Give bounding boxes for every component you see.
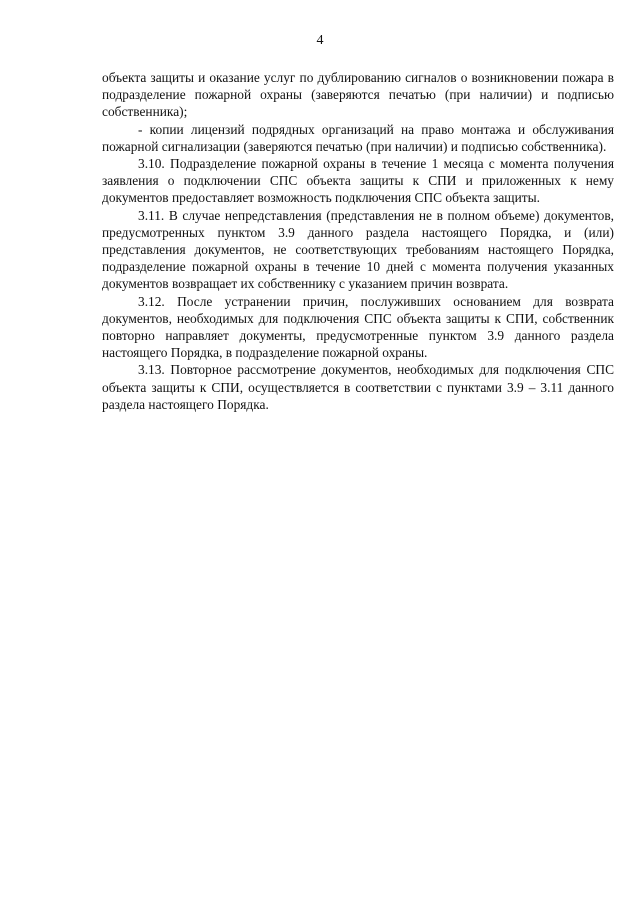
- paragraph-3-13: 3.13. Повторное рассмотрение документов, необходимых для подключения СПС объекта защиты к СПИ, осуществляется в соответствии с пунктами 3.9 – 3.11 данного раздела настоящего Порядка.: [102, 362, 614, 412]
- paragraph-continuation: объекта защиты и оказание услуг по дублированию сигналов о возникновении пожара в подразделение пожарной охраны (заверяются печатью (при наличии) и подписью собственника);: [102, 70, 614, 120]
- paragraph-3-12: 3.12. После устранении причин, послуживших основанием для возврата документов, необходимых для подключения СПС объекта защиты к СПИ, собственник повторно направляет документы, предусмотренные пунктом 3.9 данного раздела настоящего Порядка, в подразделение пожарной охраны.: [102, 293, 614, 361]
- paragraph-3-10: 3.10. Подразделение пожарной охраны в течение 1 месяца с момента получения заявления о подключении СПС объекта защиты к СПИ и приложенных к нему документов предоставляет возможность подключения СПС объекта защиты.: [102, 156, 614, 206]
- document-body: [102, 69, 614, 413]
- paragraph-license-copies: - копии лицензий подрядных организаций на право монтажа и обслуживания пожарной сигнализации (заверяются печатью (при наличии) и подписью собственника).: [102, 121, 614, 154]
- paragraph-3-11: 3.11. В случае непредставления (представления не в полном объеме) документов, предусмотренных пунктом 3.9 данного раздела настоящего Порядка, и (или) представления документов, не соответствующих требованиям настоящего Порядка, подразделение пожарной охраны в течение 10 дней с момента получения указанных документов возвращает их собственнику с указанием причин возврата.: [102, 207, 614, 292]
- page-number: 4: [316, 33, 324, 48]
